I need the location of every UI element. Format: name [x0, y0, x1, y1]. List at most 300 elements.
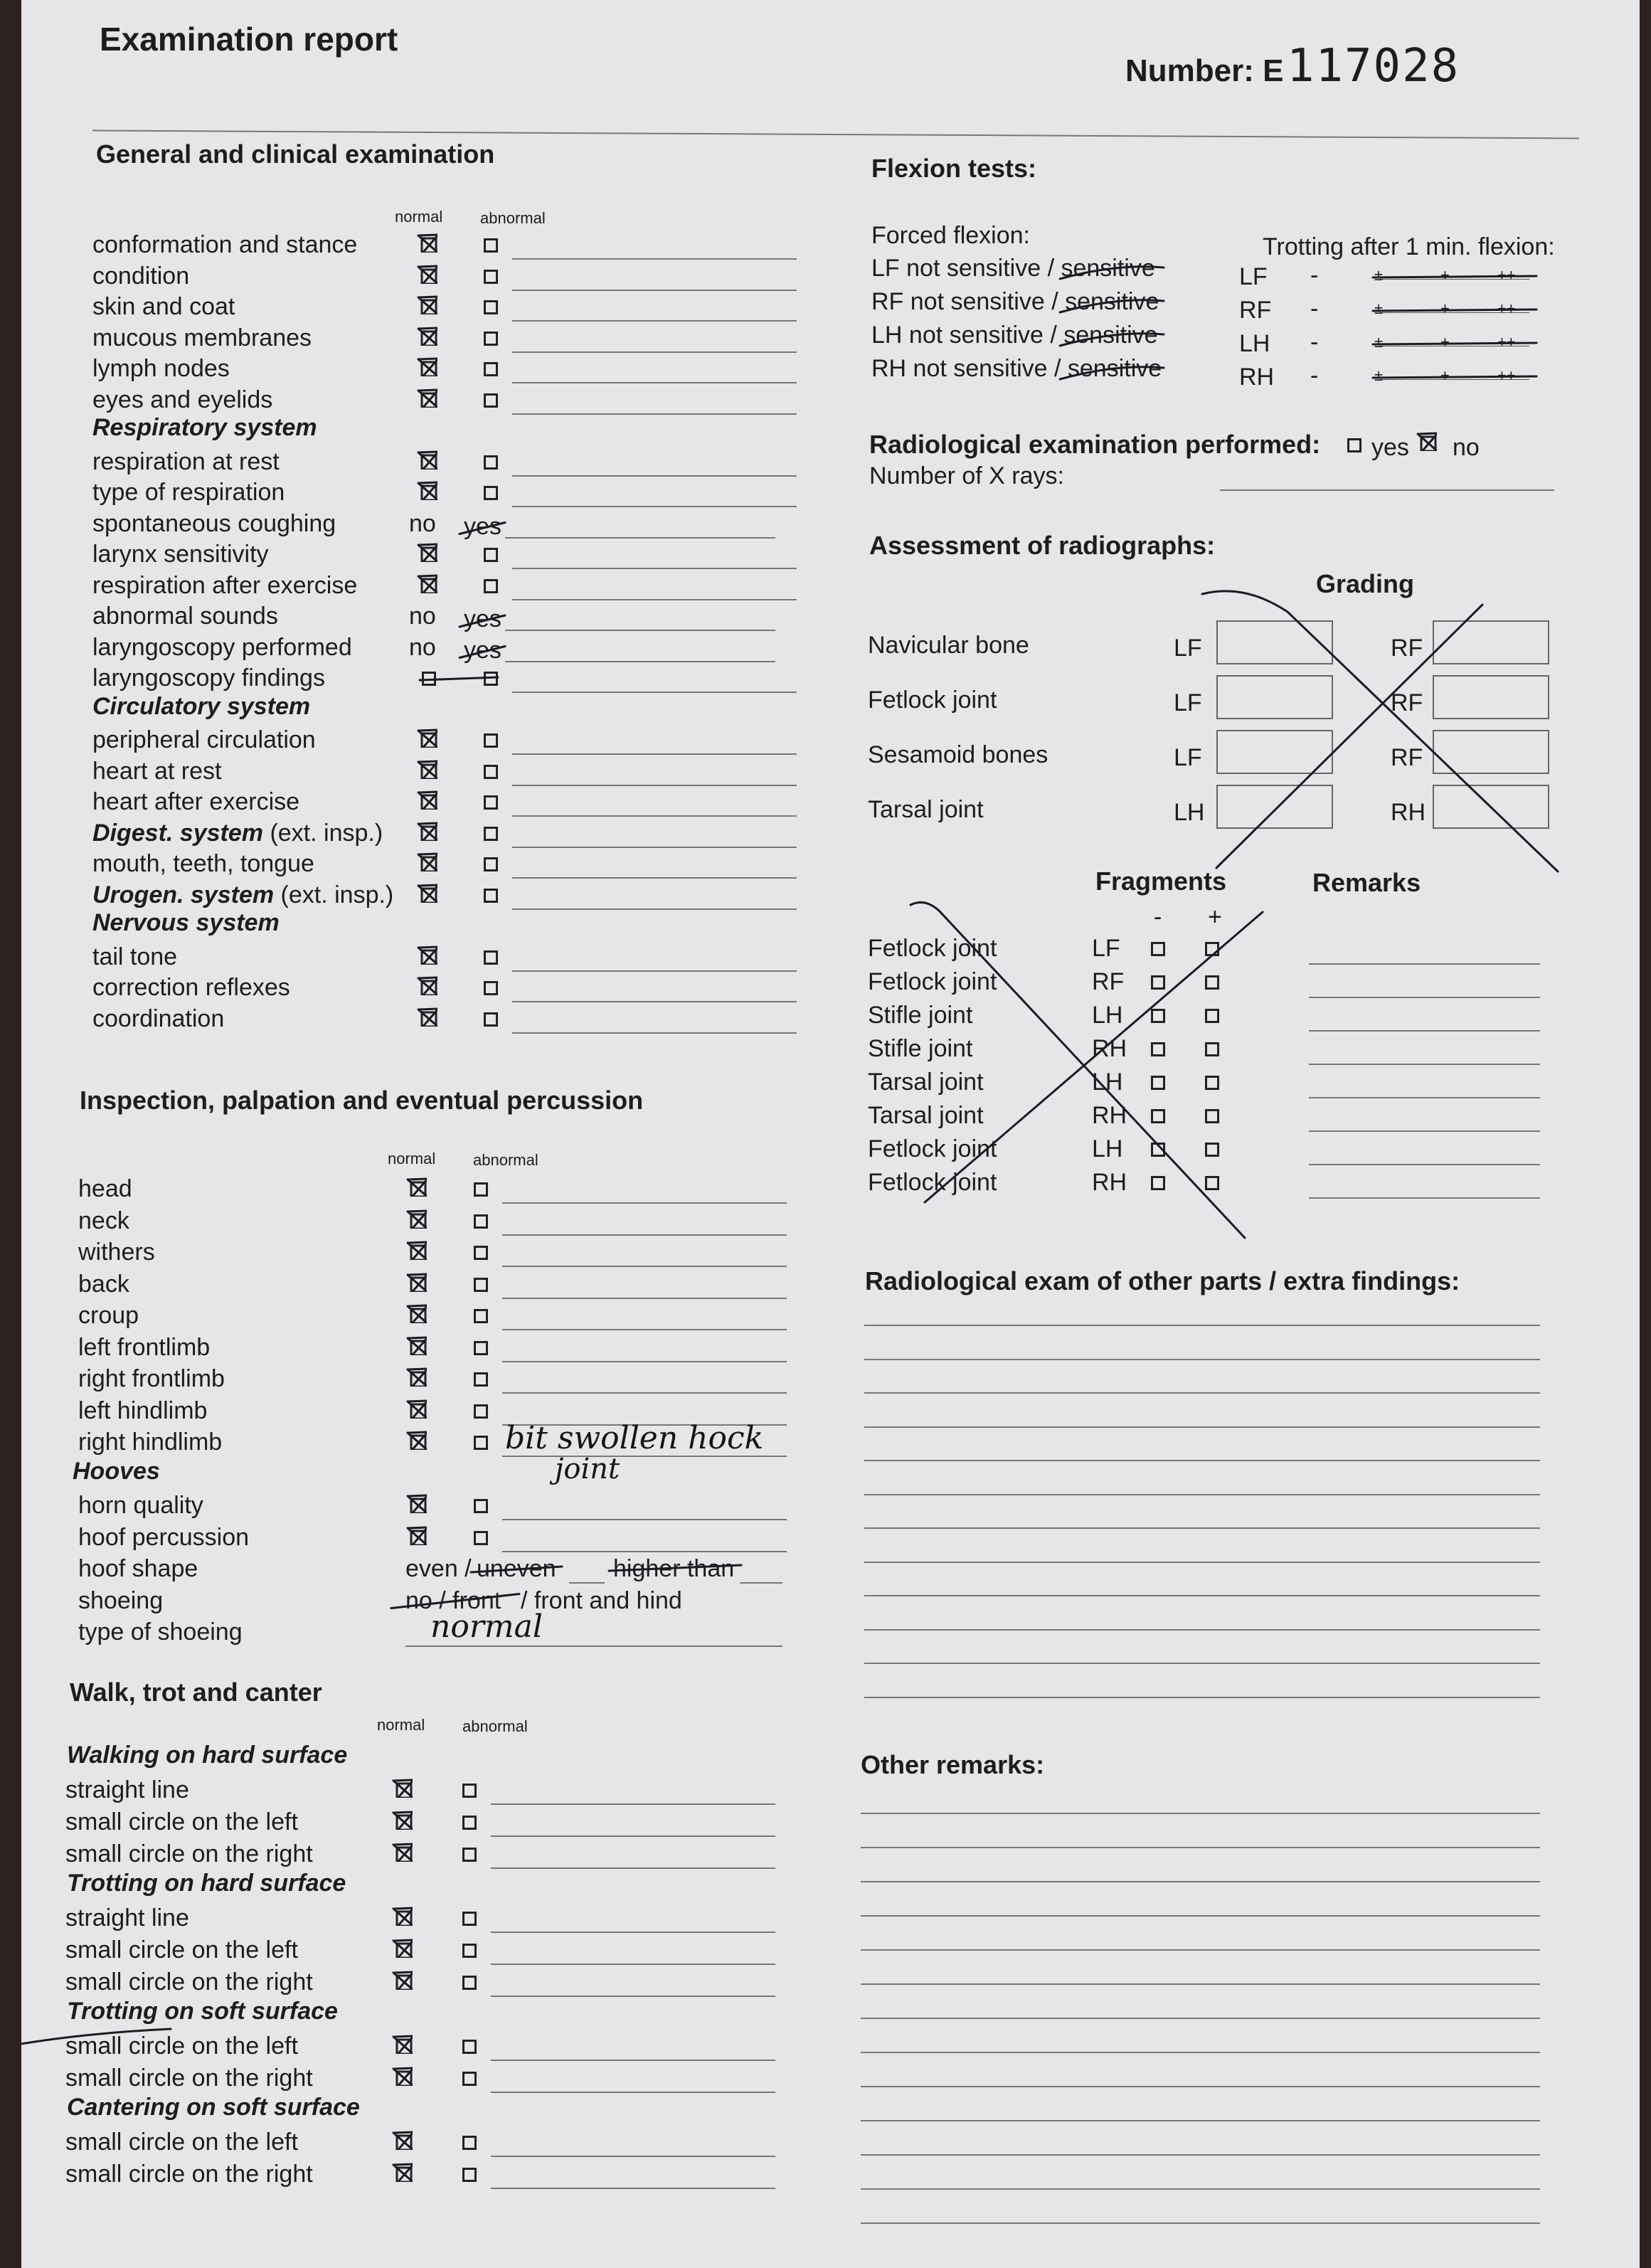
remark-line	[1309, 963, 1540, 965]
checkbox-abnormal[interactable]	[484, 486, 498, 500]
checkbox-abnormal[interactable]	[484, 733, 498, 748]
entry-line	[569, 1582, 605, 1584]
entry-line	[861, 1949, 1540, 1951]
checkbox-normal-checked[interactable]	[416, 324, 437, 346]
flexion-row	[871, 322, 1158, 349]
remark-line	[1309, 1164, 1540, 1165]
column-normal: normal	[377, 1716, 425, 1734]
checkbox-normal-checked[interactable]	[405, 1207, 427, 1229]
leg-label: LH	[1092, 1002, 1123, 1029]
row-label: right frontlimb	[78, 1365, 225, 1392]
checkbox-abnormal[interactable]	[484, 857, 498, 871]
checkbox-plus[interactable]	[1205, 1176, 1219, 1190]
row-label: right hindlimb	[78, 1429, 223, 1456]
entry-line	[502, 1234, 787, 1236]
radiograph-row-label: Sesamoid bones	[868, 741, 1049, 768]
page-title: Examination report	[100, 21, 398, 58]
checkbox-minus[interactable]	[1151, 1042, 1165, 1056]
section-title: Walk, trot and canter	[70, 1678, 322, 1707]
radiograph-row-label: Fetlock joint	[868, 687, 997, 714]
entry-line	[861, 2188, 1540, 2190]
entry-line	[502, 1329, 787, 1330]
entry-line	[864, 1494, 1540, 1495]
row-label: left frontlimb	[78, 1333, 211, 1361]
checkbox-plus[interactable]	[1205, 1042, 1219, 1056]
checkbox-abnormal[interactable]	[484, 827, 498, 841]
checkbox-abnormal[interactable]	[474, 1499, 488, 1513]
entry-line	[512, 847, 797, 848]
entry-line	[512, 320, 797, 322]
entry-line	[512, 258, 797, 260]
row-label: type of respiration	[92, 479, 285, 506]
checkbox-minus[interactable]	[1151, 1143, 1165, 1157]
leg-label: LF	[1174, 635, 1202, 662]
option-no: no	[409, 509, 436, 537]
leg-label: RF	[1391, 744, 1423, 771]
flexion-row	[871, 288, 1159, 316]
entry-line	[512, 506, 797, 507]
entry-line	[512, 815, 797, 817]
checkbox-normal-checked[interactable]	[405, 1397, 427, 1419]
entry-line	[864, 1629, 1540, 1631]
option-yes-struck: yes	[464, 512, 501, 540]
flexion-not-sensitive: RF not sensitive /	[871, 288, 1066, 315]
shoeing-selected: / front and hind	[521, 1586, 682, 1614]
checkbox-normal-checked[interactable]	[416, 881, 437, 903]
grading-box[interactable]	[1216, 620, 1333, 664]
grading-box[interactable]	[1433, 785, 1549, 829]
row-label: tail tone	[92, 943, 178, 970]
column-abnormal: abnormal	[480, 209, 546, 227]
entry-line	[864, 1426, 1540, 1428]
checkbox-abnormal[interactable]	[484, 950, 498, 965]
checkbox-abnormal[interactable]	[484, 455, 498, 470]
entry-line	[512, 908, 797, 910]
entry-line	[491, 1867, 775, 1869]
checkbox-normal-checked[interactable]	[416, 263, 437, 284]
row-label: lymph nodes	[92, 355, 230, 382]
section-title: Assessment of radiographs:	[869, 531, 1216, 560]
checkbox-plus[interactable]	[1205, 1109, 1219, 1123]
row-label: small circle on the right	[65, 2161, 313, 2188]
radiograph-row-label: Tarsal joint	[868, 796, 984, 823]
scale-plus: +	[1440, 300, 1450, 317]
entry-line	[864, 1595, 1540, 1596]
checkbox-yes[interactable]	[1347, 438, 1361, 452]
row-label: hoof percussion	[78, 1523, 250, 1551]
flexion-not-sensitive: RH not sensitive /	[871, 355, 1068, 382]
hoof-shape-higher-struck: higher than	[613, 1555, 735, 1582]
entry-line	[861, 2018, 1540, 2019]
checkbox-abnormal[interactable]	[484, 362, 498, 376]
checkbox-normal-checked[interactable]	[416, 541, 437, 562]
scale-plusplus: ++	[1497, 366, 1516, 384]
scale-dash: -	[1310, 262, 1319, 289]
row-label: neck	[78, 1207, 129, 1234]
entry-line	[491, 1835, 775, 1837]
checkbox-abnormal[interactable]	[474, 1341, 488, 1355]
row-label-suffix: (ext. insp.)	[274, 881, 394, 908]
row-label: laryngoscopy findings	[92, 664, 325, 691]
checkbox-normal-checked[interactable]	[405, 1334, 427, 1355]
checkbox-abnormal[interactable]	[484, 1012, 498, 1027]
row-label: horn quality	[78, 1492, 203, 1519]
scale-pm: ±	[1374, 300, 1384, 317]
row-label: small circle on the left	[65, 2033, 298, 2060]
checkbox-normal-checked[interactable]	[405, 1271, 427, 1292]
row-label: eyes and eyelids	[92, 386, 273, 413]
report-number	[1125, 40, 1460, 92]
checkbox-normal-checked[interactable]	[416, 293, 437, 314]
leg-label: LH	[1092, 1135, 1123, 1162]
leg-label: RH	[1391, 799, 1426, 826]
entry-line	[864, 1392, 1540, 1394]
report-number-value: 117028	[1286, 40, 1460, 92]
row-label: small circle on the right	[65, 2065, 313, 2092]
checkbox-abnormal[interactable]	[474, 1309, 488, 1323]
section-title: General and clinical examination	[96, 139, 495, 169]
entry-line	[1220, 489, 1554, 491]
checkbox-normal-checked[interactable]	[405, 1365, 427, 1387]
section-heading: Digest. system	[92, 819, 263, 847]
section-heading: Trotting on soft surface	[67, 1998, 338, 2025]
row-label: spontaneous coughing	[92, 509, 336, 537]
entry-line	[502, 1298, 787, 1299]
row-label: small circle on the left	[65, 1808, 298, 1835]
checkbox-abnormal[interactable]	[462, 2072, 477, 2086]
checkbox-normal-checked[interactable]	[416, 974, 437, 995]
entry-line	[512, 1032, 797, 1034]
checkbox-plus[interactable]	[1205, 1009, 1219, 1023]
row-label: withers	[78, 1239, 155, 1266]
checkbox-normal[interactable]	[422, 672, 436, 686]
checkbox-abnormal[interactable]	[462, 1784, 477, 1798]
entry-line	[502, 1551, 787, 1552]
flexion-not-sensitive: LH not sensitive /	[871, 322, 1064, 349]
entry-line	[502, 1202, 787, 1204]
checkbox-abnormal[interactable]	[474, 1182, 488, 1197]
row-label	[92, 881, 393, 909]
checkbox-abnormal[interactable]	[484, 981, 498, 995]
checkbox-abnormal[interactable]	[474, 1531, 488, 1545]
grading-box[interactable]	[1216, 730, 1333, 774]
checkbox-minus[interactable]	[1151, 1009, 1165, 1023]
scale-dash: -	[1310, 362, 1319, 389]
scale-plus: +	[1440, 366, 1450, 384]
entry-line	[864, 1527, 1540, 1529]
checkbox-abnormal[interactable]	[462, 1944, 477, 1958]
leg-label: LH	[1174, 799, 1205, 826]
entry-line	[512, 691, 797, 693]
flexion-sensitive-struck: sensitive	[1065, 288, 1159, 315]
scale-dash: -	[1310, 329, 1319, 356]
row-label	[92, 820, 383, 847]
leg-label: LF	[1174, 689, 1202, 716]
leg-label: RF	[1239, 297, 1272, 324]
checkbox-normal-checked[interactable]	[391, 2065, 413, 2086]
checkbox-abnormal[interactable]	[484, 393, 498, 408]
leg-label: RF	[1391, 689, 1423, 716]
row-label: croup	[78, 1302, 139, 1329]
entry-line	[864, 1359, 1540, 1360]
fragments-plus: +	[1208, 904, 1222, 931]
entry-line	[861, 2120, 1540, 2121]
checkbox-normal-checked[interactable]	[391, 1808, 413, 1830]
radiological-performed-label: Radiological examination performed:	[869, 430, 1321, 459]
section-heading: Walking on hard surface	[67, 1742, 348, 1769]
checkbox-normal-checked[interactable]	[416, 572, 437, 593]
checkbox-normal-checked[interactable]	[416, 355, 437, 376]
leg-label: LH	[1239, 330, 1270, 357]
leg-label: RF	[1092, 968, 1125, 995]
checkbox-normal-checked[interactable]	[391, 1968, 413, 1990]
row-label: straight line	[65, 1776, 189, 1803]
option-no: no	[409, 633, 436, 661]
entry-line	[491, 1803, 775, 1805]
checkbox-plus[interactable]	[1205, 975, 1219, 990]
checkbox-plus[interactable]	[1205, 942, 1219, 956]
row-label: type of shoeing	[78, 1618, 243, 1646]
row-label: larynx sensitivity	[92, 541, 269, 568]
checkbox-normal-checked[interactable]	[416, 758, 437, 779]
entry-line	[491, 1996, 775, 1997]
type-of-shoeing-value: normal	[430, 1609, 543, 1645]
checkbox-abnormal[interactable]	[462, 1912, 477, 1926]
row-label: straight line	[65, 1904, 189, 1931]
grading-box[interactable]	[1433, 675, 1549, 719]
section-title: Inspection, palpation and eventual percussion	[80, 1086, 644, 1115]
checkbox-abnormal[interactable]	[474, 1404, 488, 1419]
column-normal: normal	[388, 1150, 436, 1167]
hoof-shape-even: even /	[405, 1555, 472, 1582]
fragment-row-label: Fetlock joint	[868, 935, 997, 962]
scale-plus: +	[1440, 333, 1450, 351]
checkbox-abnormal[interactable]	[484, 672, 498, 686]
checkbox-normal-checked[interactable]	[391, 1904, 413, 1926]
entry-line	[512, 290, 797, 291]
row-label: small circle on the right	[65, 1968, 313, 1996]
entry-line	[491, 1931, 775, 1933]
row-label: condition	[92, 262, 190, 290]
checkbox-abnormal[interactable]	[484, 889, 498, 903]
entry-line	[512, 753, 797, 755]
checkbox-normal-checked[interactable]	[405, 1492, 427, 1513]
section-heading: Hooves	[73, 1457, 160, 1485]
row-label: coordination	[92, 1005, 225, 1032]
checkbox-abnormal[interactable]	[484, 579, 498, 593]
checkbox-normal-checked[interactable]	[416, 1005, 437, 1027]
checkbox-abnormal[interactable]	[462, 1816, 477, 1830]
report-sheet	[21, 0, 1640, 2268]
checkbox-abnormal[interactable]	[462, 2040, 477, 2054]
section-title: Flexion tests:	[871, 154, 1037, 183]
checkbox-normal-checked[interactable]	[416, 726, 437, 748]
checkbox-normal-checked[interactable]	[416, 448, 437, 470]
leg-label: LF	[1174, 744, 1202, 771]
section-heading: Nervous system	[92, 909, 280, 936]
remark-line	[1309, 997, 1540, 998]
checkbox-normal-checked[interactable]	[416, 479, 437, 500]
fragment-row-label: Tarsal joint	[868, 1102, 984, 1129]
checkbox-abnormal[interactable]	[474, 1436, 488, 1450]
section-heading: Cantering on soft surface	[67, 2094, 360, 2121]
checkbox-abnormal[interactable]	[474, 1278, 488, 1292]
checkbox-minus[interactable]	[1151, 975, 1165, 990]
row-label: respiration after exercise	[92, 571, 358, 599]
checkbox-normal-checked[interactable]	[391, 2161, 413, 2182]
forced-flexion-label: Forced flexion:	[871, 222, 1030, 249]
entry-line	[861, 1881, 1540, 1882]
leg-label: RF	[1391, 635, 1423, 662]
row-label: shoeing	[78, 1586, 164, 1614]
checkbox-normal-checked[interactable]	[416, 850, 437, 871]
row-label: hoof shape	[78, 1555, 198, 1582]
leg-label: LH	[1092, 1069, 1123, 1096]
entry-line	[491, 2092, 775, 2093]
entry-line	[512, 413, 797, 415]
grading-box[interactable]	[1433, 730, 1549, 774]
scale-pm: ±	[1374, 266, 1384, 284]
entry-line	[740, 1582, 782, 1584]
remarks-title: Remarks	[1312, 868, 1421, 897]
leg-label: RH	[1092, 1035, 1127, 1062]
leg-label: LF	[1092, 935, 1120, 962]
option-yes-struck: yes	[464, 636, 501, 664]
checkbox-abnormal[interactable]	[484, 795, 498, 810]
section-heading: Trotting on hard surface	[67, 1870, 346, 1897]
entry-line	[502, 1519, 787, 1520]
checkbox-abnormal[interactable]	[462, 1976, 477, 1990]
fragments-minus: -	[1154, 904, 1162, 931]
entry-line	[861, 2154, 1540, 2156]
checkbox-normal-checked[interactable]	[416, 788, 437, 810]
checkbox-minus[interactable]	[1151, 1076, 1165, 1090]
checkbox-abnormal[interactable]	[484, 300, 498, 314]
row-label: correction reflexes	[92, 974, 290, 1001]
entry-line	[512, 785, 797, 786]
checkbox-normal-checked[interactable]	[416, 231, 437, 253]
entry-line	[512, 382, 797, 383]
checkbox-normal-checked[interactable]	[416, 820, 437, 841]
row-label: back	[78, 1270, 129, 1298]
row-label: peripheral circulation	[92, 726, 316, 753]
entry-line	[512, 351, 797, 353]
checkbox-no-checked[interactable]	[1416, 430, 1437, 451]
entry-line	[405, 1646, 782, 1647]
xrays-label: Number of X rays:	[869, 462, 1064, 489]
fragment-row-label: Stifle joint	[868, 1002, 973, 1029]
entry-line	[502, 1392, 787, 1394]
checkbox-plus[interactable]	[1205, 1143, 1219, 1157]
checkbox-abnormal[interactable]	[462, 2136, 477, 2150]
checkbox-minus[interactable]	[1151, 1176, 1165, 1190]
checkbox-normal-checked[interactable]	[391, 1776, 413, 1798]
remark-line	[1309, 1097, 1540, 1098]
entry-line	[861, 1983, 1540, 1985]
flexion-row	[871, 355, 1162, 383]
row-label: mucous membranes	[92, 324, 312, 351]
checkbox-abnormal[interactable]	[474, 1372, 488, 1387]
row-label: laryngoscopy performed	[92, 633, 352, 661]
checkbox-normal-checked[interactable]	[391, 2033, 413, 2054]
flexion-not-sensitive: LF not sensitive /	[871, 255, 1061, 282]
checkbox-plus[interactable]	[1205, 1076, 1219, 1090]
entry-line	[491, 2060, 775, 2061]
grading-label: Grading	[1316, 569, 1415, 598]
entry-line	[505, 661, 775, 662]
section-heading: Respiratory system	[92, 414, 317, 441]
row-label: small circle on the left	[65, 1936, 298, 1964]
checkbox-minus[interactable]	[1151, 1109, 1165, 1123]
entry-line	[505, 537, 775, 539]
radiological-yes: yes	[1371, 434, 1409, 461]
checkbox-normal-checked[interactable]	[416, 386, 437, 408]
section-heading: Urogen. system	[92, 881, 275, 908]
checkbox-minus[interactable]	[1151, 942, 1165, 956]
checkbox-normal-checked[interactable]	[405, 1239, 427, 1260]
row-label: left hindlimb	[78, 1397, 208, 1424]
row-label: conformation and stance	[92, 231, 358, 258]
checkbox-abnormal[interactable]	[484, 548, 498, 562]
remark-line	[1309, 1030, 1540, 1032]
handwritten-note: joint	[555, 1453, 620, 1485]
grading-box[interactable]	[1216, 785, 1333, 829]
checkbox-abnormal[interactable]	[484, 332, 498, 346]
checkbox-abnormal[interactable]	[484, 765, 498, 779]
flexion-sensitive-struck: sensitive	[1063, 322, 1158, 349]
checkbox-abnormal[interactable]	[484, 238, 498, 253]
leg-label: RH	[1092, 1102, 1127, 1129]
entry-line	[512, 568, 797, 569]
checkbox-normal-checked[interactable]	[405, 1302, 427, 1323]
remark-line	[1309, 1064, 1540, 1065]
report-number-label: Number: E	[1125, 53, 1284, 88]
entry-line	[861, 1847, 1540, 1848]
leg-label: RH	[1239, 364, 1275, 391]
fragment-row-label: Tarsal joint	[868, 1069, 984, 1096]
option-yes-struck: yes	[464, 605, 501, 632]
checkbox-normal-checked[interactable]	[391, 1936, 413, 1958]
checkbox-abnormal[interactable]	[474, 1246, 488, 1260]
entry-line	[491, 1964, 775, 1965]
row-label-suffix: (ext. insp.)	[263, 819, 383, 847]
checkbox-normal-checked[interactable]	[405, 1524, 427, 1545]
entry-line	[861, 2222, 1540, 2224]
hoof-shape-uneven-struck: uneven	[477, 1555, 556, 1582]
entry-line	[861, 2086, 1540, 2087]
checkbox-normal-checked[interactable]	[405, 1429, 427, 1450]
column-normal: normal	[395, 208, 443, 226]
shoeing-struck-options: no / front	[405, 1586, 501, 1614]
scale-pm: ±	[1374, 366, 1384, 384]
checkbox-abnormal[interactable]	[462, 2168, 477, 2182]
checkbox-abnormal[interactable]	[484, 270, 498, 284]
radiograph-row-label: Navicular bone	[868, 632, 1029, 659]
entry-line	[864, 1697, 1540, 1698]
grading-box[interactable]	[1433, 620, 1549, 664]
entry-line	[512, 877, 797, 879]
checkbox-normal-checked[interactable]	[391, 2129, 413, 2150]
checkbox-normal-checked[interactable]	[405, 1175, 427, 1197]
checkbox-abnormal[interactable]	[462, 1848, 477, 1862]
row-label: skin and coat	[92, 293, 235, 320]
entry-line	[502, 1266, 787, 1267]
checkbox-normal-checked[interactable]	[416, 943, 437, 965]
checkbox-abnormal[interactable]	[474, 1214, 488, 1229]
grading-box[interactable]	[1216, 675, 1333, 719]
trotting-flexion-label: Trotting after 1 min. flexion:	[1263, 233, 1555, 260]
checkbox-normal-checked[interactable]	[391, 1840, 413, 1862]
